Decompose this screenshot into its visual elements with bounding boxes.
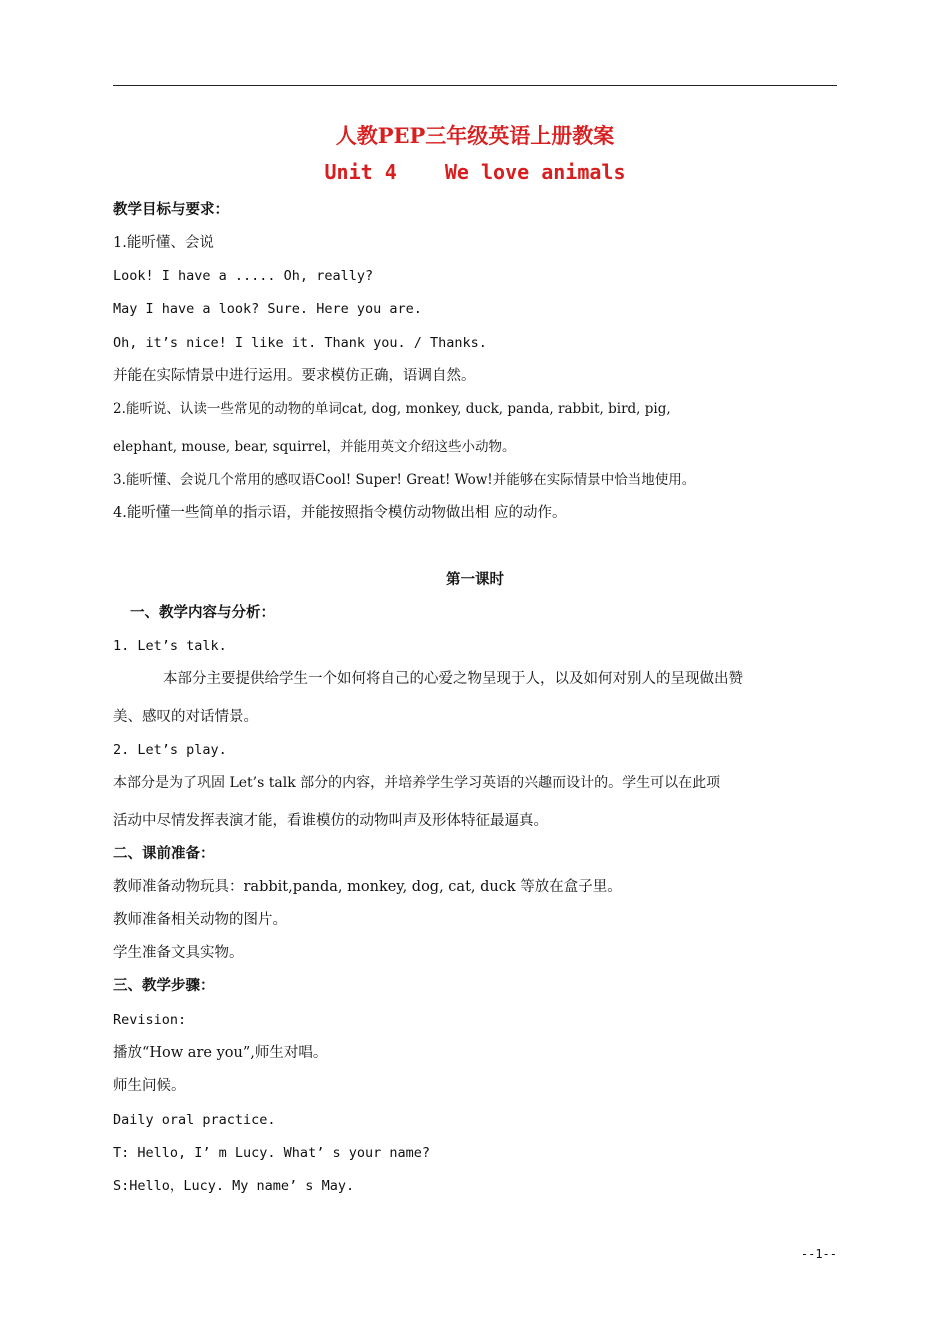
step-3: 师生问候。 [113, 1078, 186, 1094]
section-1-heading: 一、教学内容与分析： [130, 604, 275, 621]
lesson-title: 第一课时 [446, 571, 504, 588]
step-4: Daily oral practice. [113, 1112, 276, 1128]
part-2-desc-a: 本部分是为了巩固 Let’s talk 部分的内容，并培养学生学习英语的兴趣而设计的。学生可以在此项 [113, 775, 721, 791]
page-number: --1-- [800, 1247, 837, 1261]
sentence-2: May I have a look? Sure. Here you are. [113, 301, 422, 317]
part-1-desc-b: 美、感叹的对话情景。 [113, 709, 258, 725]
step-6: S:Hello，Lucy. My name’ s May. [113, 1178, 355, 1194]
goal-item-1: 1.能听懂、会说 [113, 235, 214, 251]
goal-note-1: 并能在实际情景中进行运用。要求模仿正确，语调自然。 [113, 368, 476, 384]
goal-item-3: 3.能听懂、会说几个常用的感叹语Cool! Super! Great! Wow!并能够在实际情景中恰当地使用。 [113, 472, 696, 488]
goal-item-2a: 2.能听说、认读一些常见的动物的单词cat, dog, monkey, duck, panda, rabbit, bird, pig, [113, 401, 671, 417]
prep-item-1: 教师准备动物玩具：rabbit,panda, monkey, dog, cat, duck 等放在盒子里。 [113, 879, 622, 895]
prep-item-3: 学生准备文具实物。 [113, 945, 244, 961]
goals-heading: 教学目标与要求： [113, 201, 229, 218]
prep-item-2: 教师准备相关动物的图片。 [113, 912, 287, 928]
sentence-1: Look! I have a ..... Oh, really? [113, 268, 374, 284]
sentence-3: Oh, it’s nice! I like it. Thank you. / Thanks. [113, 335, 487, 351]
part-1-desc-a: 本部分主要提供给学生一个如何将自己的心爱之物呈现于人，以及如何对别人的呈现做出赞 [163, 671, 743, 687]
part-2-desc-b: 活动中尽情发挥表演才能，看谁模仿的动物叫声及形体特征最逼真。 [113, 813, 548, 829]
goal-item-4: 4.能听懂一些简单的指示语，并能按照指令模仿动物做出相 应的动作。 [113, 505, 567, 521]
goal-item-2b: elephant, mouse, bear, squirrel，并能用英文介绍这些小动物。 [113, 439, 516, 455]
doc-subtitle: Unit 4 We love animals [324, 160, 626, 184]
step-2: 播放“How are you”,师生对唱。 [113, 1045, 328, 1061]
step-1: Revision: [113, 1012, 187, 1028]
header-rule [113, 85, 837, 86]
section-2-heading: 二、课前准备： [113, 845, 215, 862]
section-3-heading: 三、教学步骤： [113, 977, 215, 994]
part-1-title: 1. Let’s talk. [113, 638, 227, 654]
doc-title: 人教PEP三年级英语上册教案 [335, 123, 615, 148]
step-5: T: Hello, I’ m Lucy. What’ s your name? [113, 1145, 430, 1161]
part-2-title: 2. Let’s play. [113, 742, 227, 758]
